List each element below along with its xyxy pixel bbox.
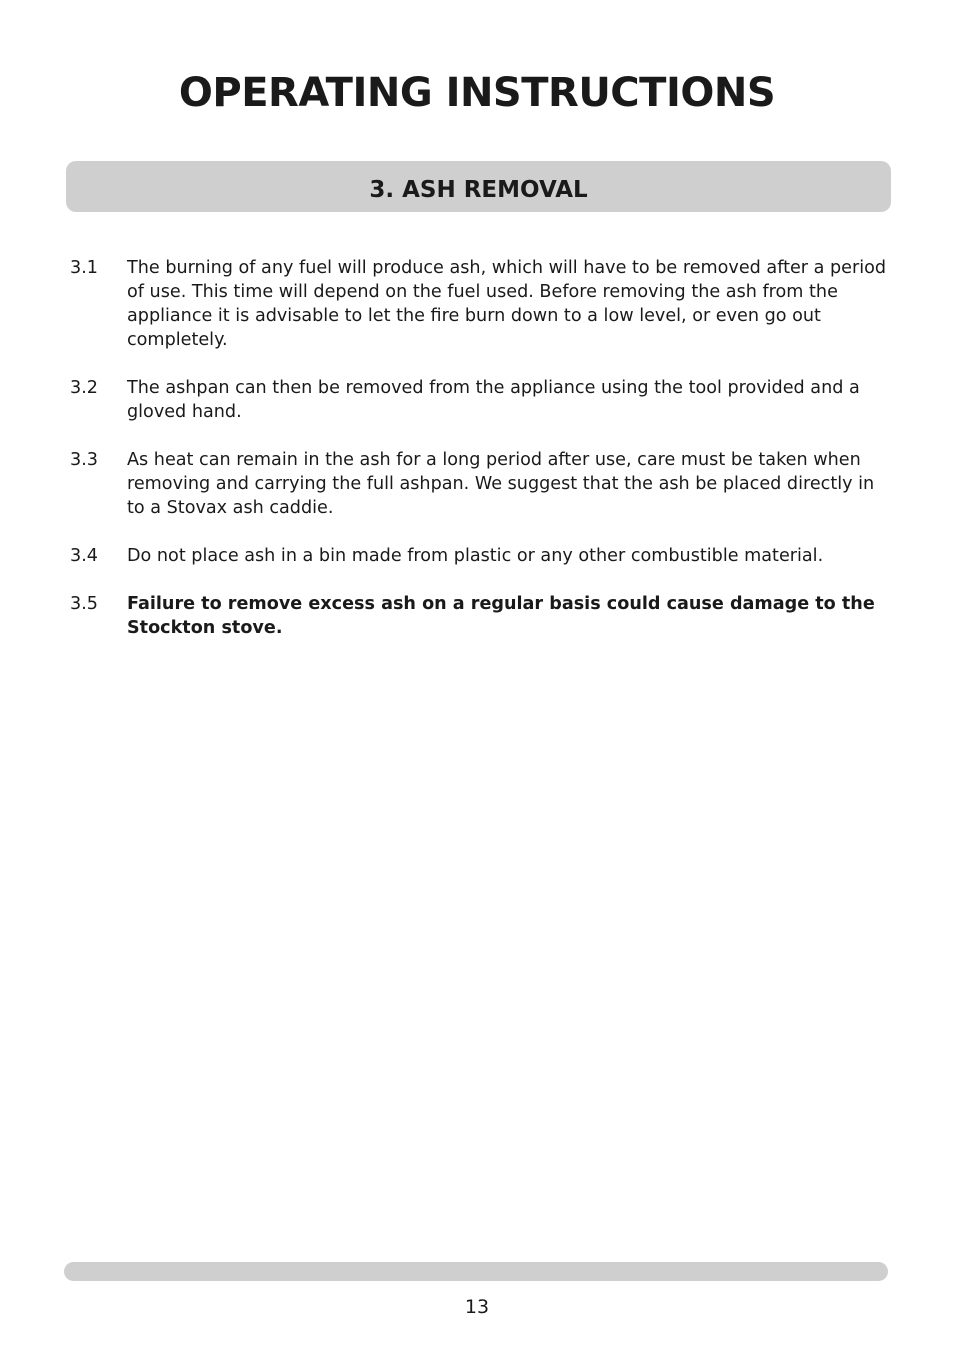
instruction-item	[0, 592, 954, 640]
footer-bar	[64, 1262, 888, 1281]
item-text: As heat can remain in the ash for a long period after use, care must be taken when removing and carrying the full ashpan. We suggest that the ash be placed directly in to a Stovax ash caddie.	[127, 450, 875, 518]
item-number: 3.2	[70, 378, 98, 398]
instruction-item	[0, 376, 954, 424]
instruction-item	[0, 448, 954, 520]
item-number: 3.3	[70, 450, 98, 470]
instruction-list	[0, 256, 954, 664]
item-text: The ashpan can then be removed from the appliance using the tool provided and a gloved hand.	[127, 378, 860, 422]
page-number: 13	[464, 1296, 490, 1318]
page-title: OPERATING INSTRUCTIONS	[178, 70, 776, 116]
instruction-item	[0, 256, 954, 352]
item-number: 3.1	[70, 258, 98, 278]
instruction-item	[0, 544, 954, 568]
item-number: 3.5	[70, 594, 98, 614]
section-banner	[66, 161, 891, 212]
item-text-warning: Failure to remove excess ash on a regular basis could cause damage to the Stockton stove.	[127, 594, 875, 638]
item-text: Do not place ash in a bin made from plastic or any other combustible material.	[127, 546, 824, 566]
section-heading: 3. ASH REMOVAL	[369, 177, 588, 203]
item-number: 3.4	[70, 546, 98, 566]
item-text: The burning of any fuel will produce ash, which will have to be removed after a period of use. This time will depend on the fuel used. Before removing the ash from the appliance it is advisable to let the fire burn down to a low level, or even go out completely.	[127, 258, 887, 350]
